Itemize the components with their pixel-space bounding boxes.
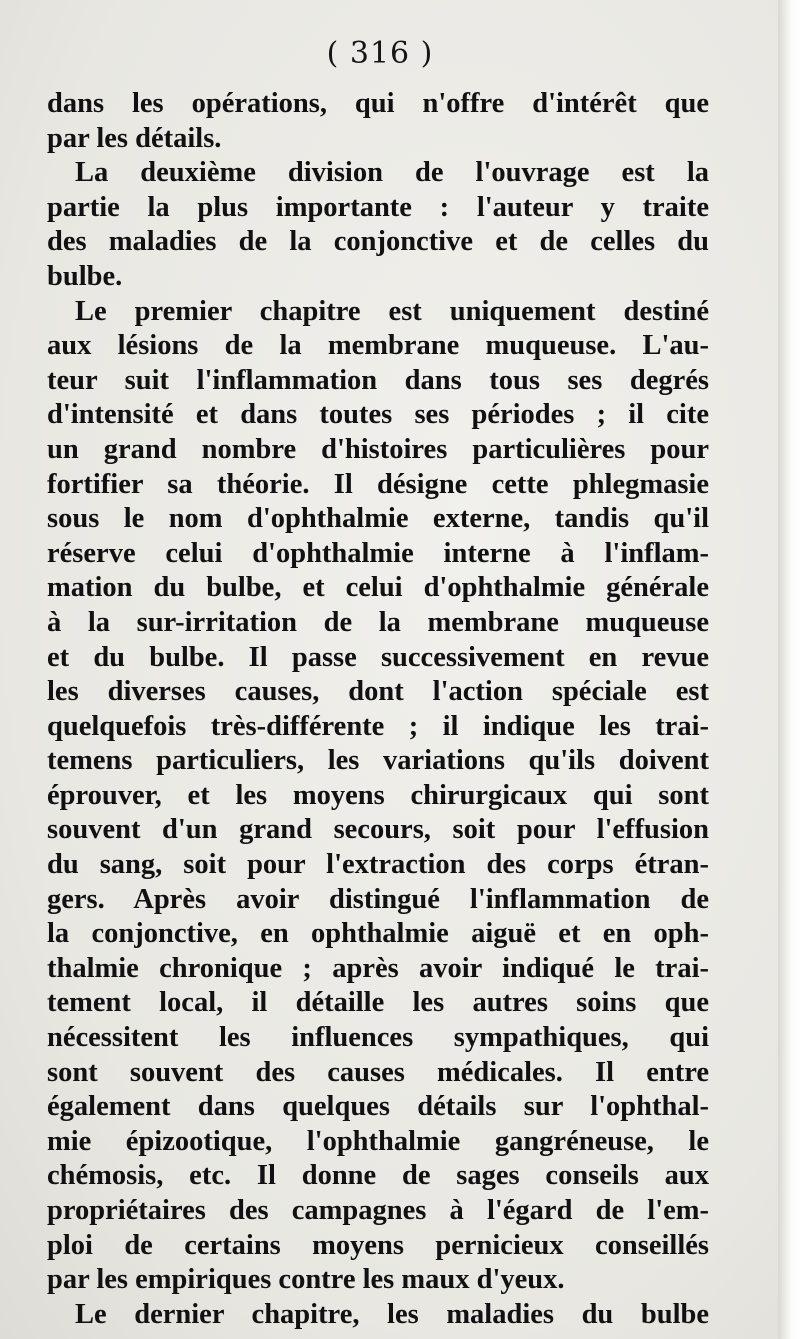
text-line: aux lésions de la membrane muqueuse. L'au- [47, 330, 709, 362]
text-line: un grand nombre d'histoires particulières pour [47, 433, 709, 465]
text-line: par les empiriques contre les maux d'yeux. [47, 1264, 565, 1296]
text-line: la conjonctive, en ophthalmie aiguë et en oph- [47, 918, 709, 950]
text-line: ploi de certains moyens pernicieux conseillés [47, 1229, 709, 1261]
text-line: par les détails. [47, 122, 222, 154]
text-line: quelquefois très-différente ; il indique les trai- [47, 710, 709, 742]
text-line: dans les opérations, qui n'offre d'intérêt que [47, 88, 709, 119]
text-line: éprouver, et les moyens chirurgicaux qui sont [47, 779, 709, 811]
text-line: La deuxième division de l'ouvrage est la [75, 157, 709, 189]
text-line: nécessitent les influences sympathiques, qui [47, 1022, 709, 1054]
text-line: gers. Après avoir distingué l'inflammation de [47, 883, 709, 915]
page-number: ( 316 ) [326, 36, 434, 71]
text-line: Le premier chapitre est uniquement destiné [75, 295, 709, 327]
text-line: sous le nom d'ophthalmie externe, tandis qu'il [47, 503, 709, 535]
text-line: des maladies de la conjonctive et de celles du [47, 226, 709, 258]
text-line: du sang, soit pour l'extraction des corps étran- [47, 849, 709, 881]
text-line: sont souvent des causes médicales. Il entre [47, 1056, 709, 1088]
text-line: Le dernier chapitre, les maladies du bulbe [75, 1298, 709, 1330]
text-line: à la sur-irritation de la membrane muqueuse [47, 606, 709, 638]
text-line: souvent d'un grand secours, soit pour l'effusion [47, 814, 709, 846]
text-line: tement local, il détaille les autres soins que [47, 987, 709, 1019]
text-line: partie la plus importante : l'auteur y traite [47, 191, 709, 223]
text-line: teur suit l'inflammation dans tous ses degrés [47, 364, 709, 396]
text-line: et du bulbe. Il passe successivement en revue [47, 641, 709, 673]
text-line: propriétaires des campagnes à l'égard de l'em- [47, 1195, 709, 1226]
text-line: d'intensité et dans toutes ses périodes ; il cite [47, 399, 709, 431]
page-edge [778, 0, 800, 1339]
text-line: les diverses causes, dont l'action spéciale est [47, 676, 709, 708]
body-text [47, 87, 709, 1332]
text-line: thalmie chronique ; après avoir indiqué le trai- [47, 952, 709, 984]
text-line: bulbe. [47, 260, 123, 292]
text-line: temens particuliers, les variations qu'ils doivent [47, 745, 709, 777]
text-line: réserve celui d'ophthalmie interne à l'inflam- [47, 537, 709, 569]
text-line: mie épizootique, l'ophthalmie gangréneuse, le [47, 1125, 709, 1157]
text-line: chémosis, etc. Il donne de sages conseils aux [47, 1160, 709, 1192]
text-line: mation du bulbe, et celui d'ophthalmie générale [47, 572, 709, 604]
text-line: également dans quelques détails sur l'ophthal- [47, 1091, 709, 1123]
text-line: fortifier sa théorie. Il désigne cette phlegmasie [47, 468, 709, 500]
